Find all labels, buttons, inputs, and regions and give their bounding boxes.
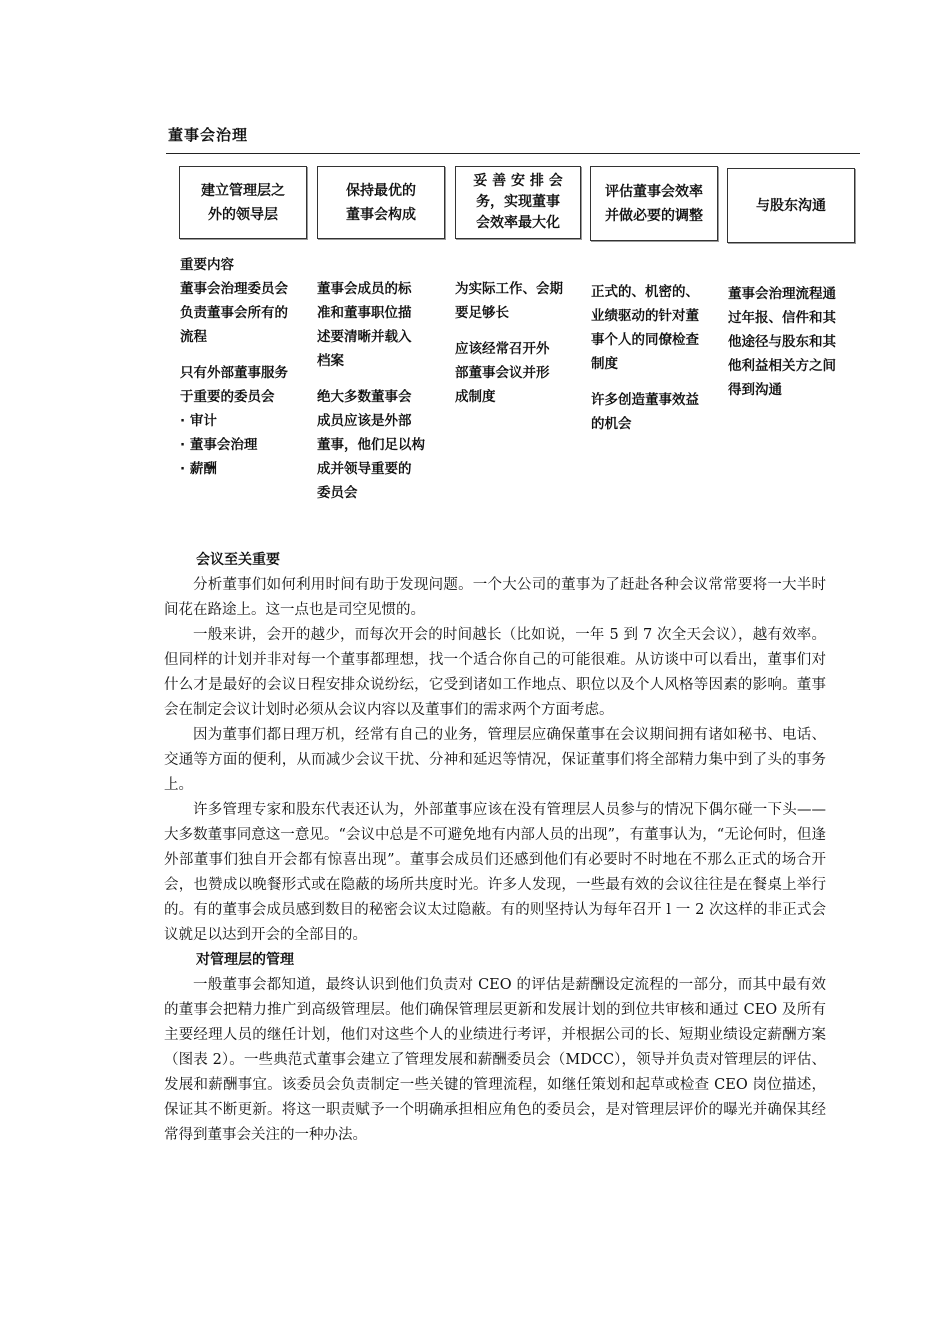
paragraph: 许多管理专家和股东代表还认为，外部董事应该在没有管理层人员参与的情况下偶尔碰一下头——大多数董事同意这一意见。“会议中总是不可避免地有内部人员的出现”，有董事认为，“无论何时，但逢外部董事们独自开会都有惊喜出现”。董事会成员们还感到他们有必要时不时地在不那么正式的场合开会，也赞成以晚餐形式或在隐蔽的场所共度时光。许多人发现，一些最有效的会议往往是在餐桌上举行的。有的董事会成员感到数目的秘密会议太过隐蔽。有的则坚持认为每年召开 l 一 2 次这样的非正式会议就足以达到开会的全部目的。 bbox=[164, 802, 826, 943]
column-line: · 薪酬 bbox=[180, 461, 217, 477]
column-line: 于重要的委员会 bbox=[180, 389, 275, 405]
figure-title-rule bbox=[166, 153, 860, 154]
box-line: 会效率最大化 bbox=[476, 215, 560, 231]
box-line: 评估董事会效率 bbox=[605, 183, 703, 200]
section-heading: 对管理层的管理 bbox=[196, 952, 294, 968]
paragraph: 因为董事们都日理万机，经常有自己的业务，管理层应确保董事在会议期间拥有诸如秘书、电话、交通等方面的便利，从而减少会议干扰、分神和延迟等情况，保证董事们将全部精力集中到了头的事务上。 bbox=[164, 727, 826, 793]
column-line: 述要清晰并载入 bbox=[317, 329, 412, 345]
column-line: 正式的、机密的、 bbox=[591, 284, 699, 300]
box-line: 妥 善 安 排 会 bbox=[473, 173, 563, 189]
box-line: 保持最优的 bbox=[346, 182, 416, 199]
box-line: 董事会构成 bbox=[346, 206, 416, 223]
column-line: 过年报、信件和其 bbox=[728, 310, 836, 326]
column-line: · 审计 bbox=[180, 413, 217, 429]
column-line: 董事会成员的标 bbox=[317, 281, 412, 297]
column-line: 准和董事职位描 bbox=[317, 305, 412, 321]
box-line: 与股东沟通 bbox=[756, 197, 826, 214]
column-line: 成员应该是外部 bbox=[317, 413, 412, 429]
box-line: 务，实现董事 bbox=[476, 194, 560, 210]
column-line: 董事，他们足以构 bbox=[317, 437, 425, 453]
article-body bbox=[164, 548, 826, 1148]
figure-title: 董事会治理 bbox=[168, 126, 249, 144]
column-line: 应该经常召开外 bbox=[455, 341, 550, 357]
column-line: 董事会治理流程通 bbox=[728, 286, 836, 302]
section-heading: 会议至关重要 bbox=[196, 552, 280, 568]
column-line: 的机会 bbox=[591, 416, 632, 432]
column-shareholders bbox=[728, 282, 860, 402]
column-line: 负责董事会所有的 bbox=[180, 305, 288, 321]
column-line: 只有外部董事服务 bbox=[180, 365, 288, 381]
column-line: 业绩驱动的针对董 bbox=[591, 308, 699, 324]
column-composition bbox=[317, 277, 449, 505]
box-evaluation bbox=[590, 166, 718, 241]
box-line: 建立管理层之 bbox=[201, 182, 285, 199]
column-line: 委员会 bbox=[317, 485, 358, 501]
column-line: 重要内容 bbox=[180, 257, 234, 273]
paragraph: 一般来讲，会开的越少，而每次开会的时间越长（比如说，一年 5 到 7 次全天会议），越有效率。但同样的计划并非对每一个董事都理想，找一个适合你自己的可能很难。从访谈中可以看出，董事们对什么才是最好的会议日程安排众说纷纭，它受到诸如工作地点、职位以及个人风格等因素的影响。董事会在制定会议计划时必须从会议内容以及董事们的需求两个方面考虑。 bbox=[164, 627, 826, 718]
paragraph: 分析董事们如何利用时间有助于发现问题。一个大公司的董事为了赶赴各种会议常常要将一大半时间花在路途上。这一点也是司空见惯的。 bbox=[164, 577, 826, 618]
column-line: 事个人的同僚检查 bbox=[591, 332, 699, 348]
box-composition bbox=[317, 166, 445, 239]
column-line: 得到沟通 bbox=[728, 382, 782, 398]
column-line: 部董事会议并形 bbox=[455, 365, 550, 381]
column-line: 为实际工作、会期 bbox=[455, 281, 563, 297]
column-evaluation bbox=[591, 280, 721, 436]
box-meetings bbox=[455, 166, 581, 239]
box-shareholders bbox=[727, 168, 855, 243]
column-line: 他利益相关方之间 bbox=[728, 358, 836, 374]
paragraph: 一般董事会都知道，最终认识到他们负责对 CEO 的评估是薪酬设定流程的一部分，而其中最有效的董事会把精力推广到高级管理层。他们确保管理层更新和发展计划的到位共审核和通过 CEO 及所有主要经理人员的继任计划，他们对这些个人的业绩进行考评，并根据公司的长、短期业绩设定薪酬方案（图表 2）。一些典范式董事会建立了管理发展和薪酬委员会（MDCC），领导并负责对管理层的评估、发展和薪酬事宜。该委员会负责制定一些关键的管理流程，如继任策划和起草或检查 CEO 岗位描述，保证其不断更新。将这一职责赋予一个明确承担相应角色的委员会，是对管理层评价的曝光并确保其经常得到董事会关注的一种办法。 bbox=[164, 977, 826, 1143]
column-line: 绝大多数董事会 bbox=[317, 389, 412, 405]
column-line: 档案 bbox=[317, 353, 344, 369]
column-line: 流程 bbox=[180, 329, 207, 345]
column-line: 要足够长 bbox=[455, 305, 509, 321]
column-line: · 董事会治理 bbox=[180, 437, 258, 453]
column-line: 他途径与股东和其 bbox=[728, 334, 836, 350]
column-line: 制度 bbox=[591, 356, 618, 372]
column-meetings bbox=[455, 277, 585, 409]
box-line: 外的领导层 bbox=[208, 206, 278, 223]
column-line: 董事会治理委员会 bbox=[180, 281, 288, 297]
box-line: 并做必要的调整 bbox=[605, 207, 703, 224]
column-line: 许多创造董事效益 bbox=[591, 392, 699, 408]
column-leadership bbox=[180, 253, 310, 481]
column-line: 成并领导重要的 bbox=[317, 461, 412, 477]
column-line: 成制度 bbox=[455, 389, 496, 405]
box-leadership bbox=[179, 166, 307, 239]
